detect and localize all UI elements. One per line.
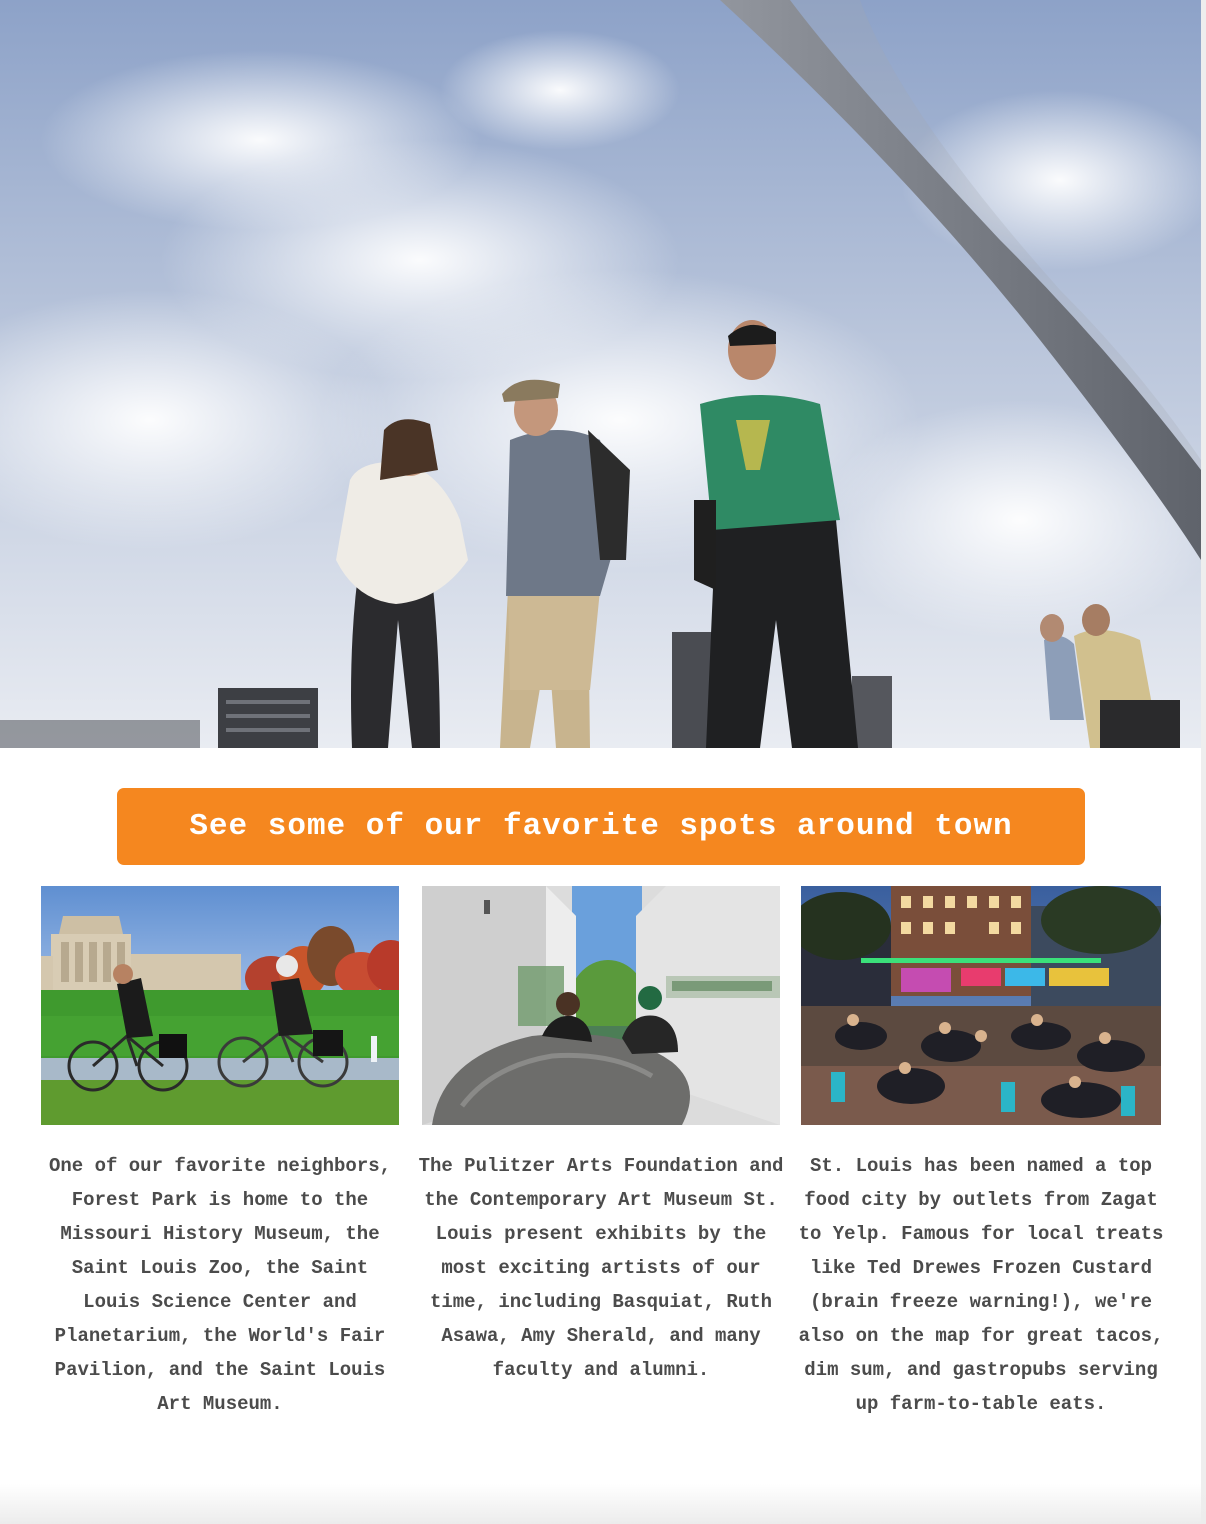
favorite-spots-banner	[117, 788, 1085, 865]
forest-park-cyclists-photo	[41, 886, 399, 1125]
pulitzer-arts-foundation-photo	[422, 886, 780, 1125]
hero-gateway-arch-photo	[0, 0, 1201, 748]
pulitzer-description: The Pulitzer Arts Foundation and the Contemporary Art Museum St. Louis present exhibits by the most exciting artists of our time, including Basquiat, Ruth Asawa, Amy Sherald, and many faculty and alumni.	[418, 1155, 784, 1381]
banner-label: See some of our favorite spots around town	[189, 809, 1013, 844]
outdoor-dining-night-photo	[801, 886, 1161, 1125]
forest-park-description: One of our favorite neighbors, Forest Park is home to the Missouri History Museum, the Saint Louis Zoo, the Saint Louis Science Center and Planetarium, the World's Fair Pavilion, and the Saint Louis Art Museum.	[48, 1155, 392, 1415]
right-edge-border	[1201, 0, 1206, 1524]
food-city-description: St. Louis has been named a top food city by outlets from Zagat to Yelp. Famous for local treats like Ted Drewes Frozen Custard (brain freeze warning!), we're also on the map for great tacos, dim sum, and gastropubs serving up farm-to-table eats.	[798, 1155, 1164, 1415]
